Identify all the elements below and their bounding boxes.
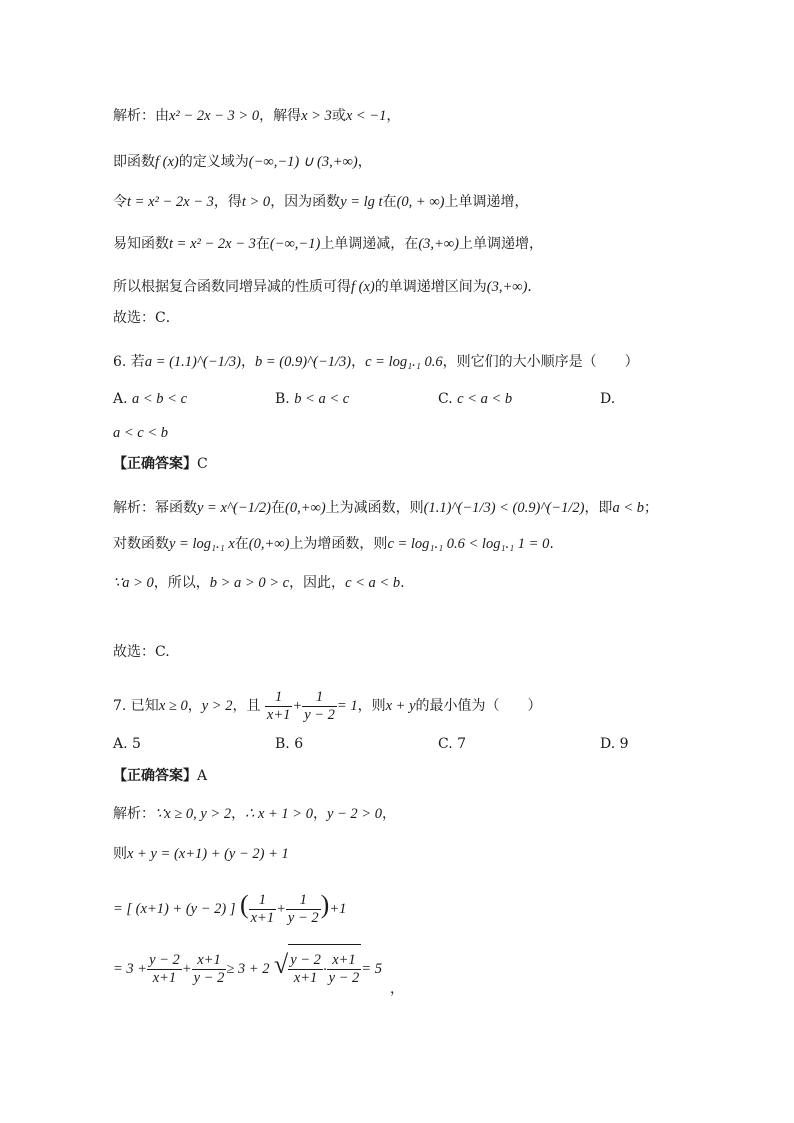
fraction [302,689,337,724]
premise: ∵a > 0 [113,575,154,591]
text: 故选：C． [113,310,180,326]
denominator: y − 2 [193,969,225,986]
text: 或 [331,108,346,124]
text: 上为增函数，则 [289,536,388,552]
text: 上单调递增， [458,236,543,252]
condition: t > 0 [241,194,271,210]
text: 上单调递增， [444,194,529,210]
text: 解析：由 [113,108,169,124]
denominator: y − 2 [287,909,319,926]
log-function: y = log₁.₁ x [169,536,235,552]
numerator: y − 2 [290,952,321,968]
a-def: a = (1.1)^(−1/3) [144,354,241,370]
q6-solution-2 [113,533,554,555]
option-text: c < a < b [457,391,513,407]
q7-solution-2 [113,843,289,865]
q6-option-c [438,388,512,410]
text: 在 [382,194,397,210]
text: ， [351,354,366,370]
text: ，则 [357,698,386,714]
deduction: ∴ x + 1 > 0 [245,806,313,822]
text: ， [386,108,401,124]
option-text: a < c < b [113,425,169,441]
q6-solution-1 [113,497,658,519]
q6-option-d-label [600,388,615,410]
q7-solution-1 [113,803,396,825]
text: 在 [234,536,249,552]
ordering: b > a > 0 > c [209,575,290,591]
q7-solution-4 [113,940,382,990]
q6-answer [113,453,208,475]
q6-solution-3 [113,572,405,594]
text: 在 [271,500,285,516]
radicand [288,944,361,995]
text: 上为减函数，则 [325,500,424,516]
text: ， [240,354,255,370]
text: 上单调递减，在 [320,236,419,252]
times: · [322,961,327,978]
text: ， [187,698,202,714]
fraction [147,952,182,987]
text: 在 [255,236,270,252]
interval: (3,+∞) [486,279,528,295]
y-condition: y > 2 [201,698,233,714]
analysis-conclusion [113,307,180,329]
q6-option-b [275,388,349,410]
q6-conclusion [113,641,170,663]
q7-answer [113,765,207,787]
analysis-line-4 [113,233,543,255]
interval: (0,+∞) [285,500,326,516]
left-paren: ( [239,890,249,919]
analysis-line-3 [113,191,529,213]
text: 解析：幂函数 [113,500,197,516]
right-paren: ) [320,890,330,919]
option-text: C. 7 [438,736,467,752]
numerator: 1 [302,689,337,707]
c-def: c = log₁.₁ 0.6 [365,354,443,370]
function: f (x) [351,279,375,295]
text: ． [527,279,542,295]
answer-value: A [197,768,208,784]
option-text: a < b < c [132,391,188,407]
option-text: D. 9 [600,736,629,752]
text: 故选：C. [113,644,170,660]
text: . [549,536,554,552]
result: c < a < b [345,575,401,591]
numerator: y − 2 [149,951,180,968]
function: f (x) [155,154,179,170]
b-def: b = (0.9)^(−1/3) [254,354,352,370]
q7-solution-3 [113,880,346,930]
function: y = lg t [340,194,383,210]
q7-option-d [600,733,629,755]
denominator: x+1 [250,909,275,926]
text: 6. 若 [113,354,145,370]
text: 令 [113,194,127,210]
q7-option-a [113,733,141,755]
q7-option-b [275,733,303,755]
numerator: x+1 [327,952,362,970]
denominator: x+1 [293,970,318,986]
expression: = [ (x+1) + (y − 2) ] [113,901,236,917]
text: 的定义域为 [178,154,249,170]
inequality: x² − 2x − 3 > 0 [169,108,260,124]
equals: = 1 [336,698,358,714]
analysis-line-2 [113,151,372,173]
denominator: y − 2 [304,706,335,723]
answer-label: 【正确答案】 [113,768,197,784]
premise: ∵x ≥ 0, y > 2 [155,806,232,822]
text: 即函数 [113,154,155,170]
result: = 5 [361,961,382,977]
fraction [327,952,362,987]
fraction [192,952,227,987]
expression: +1 [329,901,347,917]
text: 7. 已知 [113,698,159,714]
option-text: B. 6 [275,736,304,752]
text: ，则它们的大小顺序是（ ） [442,354,639,370]
option-label: D. [600,391,616,407]
text: ，且 [232,698,261,714]
function: t = x² − 2x − 3 [169,236,256,252]
domain: (−∞,−1) ∪ (3,+∞) [248,154,358,170]
numerator: 1 [286,892,321,910]
answer-label: 【正确答案】 [113,456,197,472]
q6-option-d-text [113,422,168,444]
plus: + [292,698,303,714]
text: ， [357,154,372,170]
denominator: y − 2 [328,970,360,986]
denominator: x+1 [266,706,291,723]
text: ，即 [584,500,613,516]
solution-1: x > 3 [301,108,332,124]
fraction [265,689,292,724]
q7-option-c [438,733,466,755]
text: ； [643,500,658,516]
text: ，所以， [153,575,210,591]
interval: (−∞,−1) [269,236,321,252]
text: 解析： [113,806,155,822]
equation: x + y = (x+1) + (y − 2) + 1 [127,846,289,862]
target-expr: x + y [385,698,416,714]
text: ， [312,806,327,822]
text: 则 [113,846,127,862]
text: ，因此， [289,575,346,591]
sqrt-icon: √ [273,950,289,979]
text: 所以根据复合函数同增异减的性质可得 [113,279,351,295]
substitution: t = x² − 2x − 3 [127,194,214,210]
comparison: c = log₁.₁ 0.6 < log₁.₁ 1 = 0 [387,536,550,552]
plus: + [276,901,286,917]
text: . [400,575,405,591]
numerator: x+1 [192,952,227,970]
fraction [249,892,276,927]
comparison: (1.1)^(−1/3) < (0.9)^(−1/2) [423,500,585,516]
text: ，因为函数 [270,194,341,210]
text: 对数函数 [113,536,169,552]
text: ，得 [213,194,242,210]
text: 的单调递增区间为 [374,279,487,295]
fraction [288,952,323,987]
text: ， [390,981,404,997]
plus: + [181,961,192,977]
text: ， [231,806,246,822]
interval: (3,+∞) [418,236,459,252]
text: ， [381,806,396,822]
power-function: y = x^(−1/2) [197,500,271,516]
option-text: b < a < c [294,391,350,407]
q6-option-a [113,388,187,410]
option-text: A. 5 [113,736,141,752]
analysis-line-5 [113,276,541,298]
denominator: x+1 [152,969,177,986]
text: ，解得 [259,108,302,124]
option-label: A. [113,391,128,407]
option-label: B. [275,391,290,407]
interval: (0,+∞) [248,536,290,552]
text: 易知函数 [113,236,169,252]
numerator: 1 [249,892,276,910]
text: 的最小值为（ ） [415,698,542,714]
analysis-line-1 [113,105,400,127]
inequality: ≥ 3 + 2 [226,961,270,977]
q6-stem [113,351,639,373]
q7-stem [113,681,542,731]
deduction: y − 2 > 0 [326,806,382,822]
q7-solution-5 [390,978,404,1000]
x-condition: x ≥ 0 [158,698,188,714]
answer-value: C [197,456,208,472]
numerator: 1 [265,689,292,707]
result: a < b [612,500,644,516]
solution-2: x < −1 [345,108,387,124]
fraction [286,892,321,927]
expression: = 3 + [113,961,148,977]
interval: (0, + ∞) [396,194,445,210]
option-label: C. [438,391,453,407]
